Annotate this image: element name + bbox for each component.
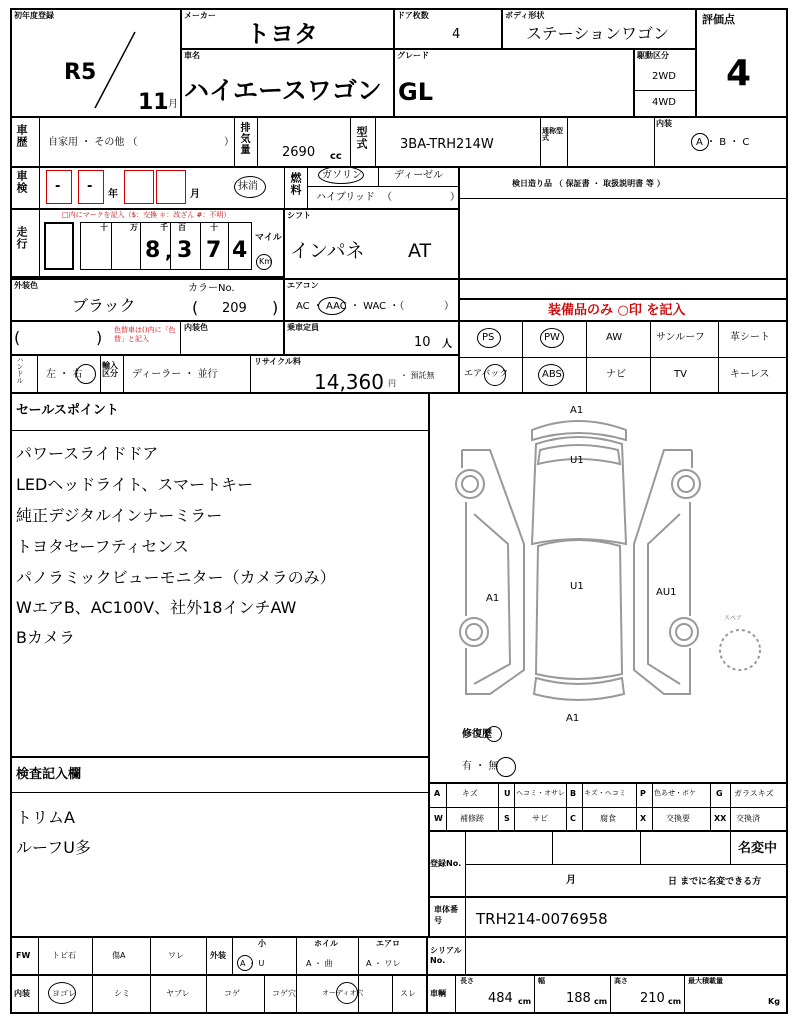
history-usage-close: ） xyxy=(224,137,234,148)
import-value: ディーラー ・ 並行 xyxy=(132,369,218,380)
int-color-close: ) xyxy=(96,328,103,347)
legend-code-s: S xyxy=(504,814,510,823)
doors-value: 4 xyxy=(452,27,461,42)
repair-value: 有 ・ 無 xyxy=(462,761,499,772)
inspection-label: 車検 xyxy=(15,170,28,194)
legend-code-u: U xyxy=(504,789,511,798)
legend-vline-2 xyxy=(498,782,499,832)
small-circle-mark xyxy=(237,955,253,971)
legend-desc-b: キズ・ヘコミ xyxy=(584,789,626,797)
capacity-unit: 人 xyxy=(442,339,452,350)
capacity-label: 乗車定員 xyxy=(287,323,319,332)
first-reg-month: 11 xyxy=(138,90,169,115)
legend-cells-1 xyxy=(428,782,788,807)
inspection-month-unit: 月 xyxy=(190,189,200,200)
sales-title: セールスポイント xyxy=(16,403,119,418)
int-color-open: ( xyxy=(14,328,21,347)
legend-vline-4 xyxy=(566,782,567,832)
fuel-gasoline: ガソリン xyxy=(322,170,362,181)
sales-point-0: パワースライドドア xyxy=(16,444,159,463)
int-vline-a xyxy=(264,974,265,1014)
docs-label: 検日造り品 （ 保証書 ・ 取扱説明書 等 ） xyxy=(512,179,665,188)
equip-pw-circle xyxy=(540,328,564,348)
equip-navi: ナビ xyxy=(606,369,626,380)
exterior-label: 外装色 xyxy=(14,281,38,290)
repair-label: 修復歴 xyxy=(462,729,492,740)
car-diagram xyxy=(430,394,786,782)
mileage-divider-1 xyxy=(111,222,112,270)
notes-title-divider xyxy=(10,792,430,793)
size-box xyxy=(426,974,788,1014)
mileage-divider-5 xyxy=(228,222,229,270)
load-label: 最大積載量 xyxy=(688,977,723,985)
fuel-circle-mark xyxy=(318,166,364,184)
fuel-hybrid: ハイブリッド xyxy=(316,192,375,203)
int-audio-circle xyxy=(336,982,358,1004)
equip-tv: TV xyxy=(674,369,687,380)
aircon-close: ） xyxy=(444,301,454,312)
width-value: 188 xyxy=(566,991,591,1006)
reg-vline-1 xyxy=(552,830,553,864)
legend-vline-8 xyxy=(710,782,711,832)
sales-title-divider xyxy=(10,430,430,431)
legend-code-x: X xyxy=(640,814,647,823)
legend-code-c: C xyxy=(570,814,576,823)
chassis-label: 車体番号 xyxy=(434,905,458,926)
handle-label-cell xyxy=(10,354,38,394)
legend-code-xx: XX xyxy=(714,814,727,823)
first-reg-era: R5 xyxy=(64,60,97,85)
equip-airbag-circle xyxy=(484,364,506,386)
ext-label: 外装 xyxy=(210,951,226,960)
color-change-note: 色替車は()内に「色替」と記入 xyxy=(114,326,176,344)
legend-desc-x: 交換要 xyxy=(666,814,690,823)
sales-point-4: パノラミックビューモニター（カメラのみ） xyxy=(16,568,336,587)
mileage-divider-4 xyxy=(200,222,201,270)
legend-desc-xx: 交換済 xyxy=(736,814,760,823)
int-item-3: コゲ xyxy=(224,989,240,998)
legend-code-a: A xyxy=(434,789,441,798)
sales-point-1: LEDヘッドライト、スマートキー xyxy=(16,475,254,494)
name-change: 名変中 xyxy=(738,841,778,856)
fuel-other: （ xyxy=(382,192,392,203)
legend-code-w: W xyxy=(434,814,443,823)
mileage-unit-km: Km xyxy=(259,257,273,266)
mileage-unit-4: 十 xyxy=(210,223,218,232)
int-item-6: スレ xyxy=(400,989,416,998)
equip-pw: PW xyxy=(544,332,560,343)
int-label: 内装 xyxy=(14,989,30,998)
legend-vline-6 xyxy=(636,782,637,832)
inspection-box-4 xyxy=(156,170,186,204)
wheel-label: ホイル xyxy=(314,939,338,948)
handle-label: ハンドル xyxy=(16,356,24,384)
mileage-unit-0: 十 xyxy=(100,223,108,232)
reg-no-label: 登録No. xyxy=(430,859,462,868)
sales-point-6: Bカメラ xyxy=(16,628,75,647)
interior-grades: A ・ B ・ C xyxy=(696,137,750,148)
int-dirt-circle xyxy=(48,982,76,1004)
doors-label: ドア枚数 xyxy=(397,11,429,20)
aircon-label: エアコン xyxy=(287,281,319,290)
spare-label: スペア xyxy=(724,615,743,622)
mileage-unit-mile: マイル xyxy=(255,233,282,243)
equip-title: 装備品のみ ○印 を記入 xyxy=(548,303,686,318)
equip-aw: AW xyxy=(606,332,623,343)
width-unit: cm xyxy=(594,997,608,1006)
mark-rear-a1: A1 xyxy=(566,713,580,724)
aero-opts: A ・ ワレ xyxy=(366,959,401,968)
legend-desc-g: ガラスキズ xyxy=(734,789,774,798)
legend-desc-c: 腐食 xyxy=(600,814,616,823)
mark-hood-u1: U1 xyxy=(570,455,584,466)
recycle-divider xyxy=(250,354,251,394)
fw-label: FW xyxy=(16,951,31,960)
mark-left-a1: A1 xyxy=(486,593,500,604)
drive-label: 駆動区分 xyxy=(637,51,669,60)
equip-abs: ABS xyxy=(542,369,562,380)
equip-abs-circle xyxy=(538,364,564,386)
history-usage: 自家用 ・ その他 （ xyxy=(48,137,138,148)
handle-circle-mark xyxy=(76,364,96,384)
interior-circle-mark xyxy=(691,133,709,151)
width-label: 幅 xyxy=(538,977,545,985)
fuel-label: 燃料 xyxy=(289,172,302,196)
legend-desc-a: キズ xyxy=(462,789,478,798)
fw-item-1: 傷A xyxy=(112,951,126,960)
int-vline-b xyxy=(392,974,393,1014)
model-value: 3BA-TRH214W xyxy=(400,137,494,152)
recycle-unit: 円 xyxy=(388,379,396,388)
legend-code-g: G xyxy=(716,789,723,798)
interior-label: 内装 xyxy=(656,119,672,128)
interior-color-label: 内装色 xyxy=(184,323,208,332)
inspection-dash-1: - xyxy=(55,179,61,194)
inspection-dash-2: - xyxy=(87,179,93,194)
legend-vline-3 xyxy=(514,782,515,832)
length-value: 484 xyxy=(488,991,513,1006)
equip-ps-circle xyxy=(477,328,501,348)
equip-ps: PS xyxy=(482,332,495,343)
displacement-label: 排気量 xyxy=(238,122,249,155)
mark-roof-u1: U1 xyxy=(570,581,584,592)
length-unit: cm xyxy=(518,997,532,1006)
score-label: 評価点 xyxy=(702,13,735,26)
equip-leather: 革シート xyxy=(730,332,770,343)
mileage-unit-3: 百 xyxy=(178,223,186,232)
reg-vline-2 xyxy=(640,830,641,864)
fuel-vline xyxy=(378,166,379,186)
height-value: 210 xyxy=(640,991,665,1006)
grade-value: GL xyxy=(398,78,433,106)
size-vline-1 xyxy=(534,974,535,1014)
drive-2wd: 2WD xyxy=(652,71,676,82)
inspection-box-3 xyxy=(124,170,154,204)
small-label: 小 xyxy=(258,939,266,948)
sales-point-2: 純正デジタルインナーミラー xyxy=(16,506,223,525)
carname-label: 車名 xyxy=(184,51,200,60)
legend-desc-p: 色あせ・ボケ xyxy=(654,789,696,797)
recycle-note: ・ 預託無 xyxy=(400,371,435,380)
note-0: トリムA xyxy=(16,808,75,827)
equip-airbag: エアバック xyxy=(464,369,509,379)
legend-desc-s: サビ xyxy=(532,814,548,823)
color-no-label: カラーNo. xyxy=(188,283,235,294)
length-label: 長さ xyxy=(460,977,474,985)
exterior-value: ブラック xyxy=(72,296,136,315)
drive-divider xyxy=(633,90,697,91)
reg-vline-3 xyxy=(730,830,731,864)
int-item-5: オーディオ穴 xyxy=(322,989,364,997)
fuel-hline xyxy=(308,186,458,187)
fw-item-2: ワレ xyxy=(168,951,184,960)
legend-code-b: B xyxy=(570,789,577,798)
recycle-label: リサイクル料 xyxy=(254,357,301,366)
mileage-unit-2: 千 xyxy=(160,223,168,232)
km-circle-mark xyxy=(256,254,272,270)
color-no-open: ( xyxy=(192,298,199,317)
mileage-unit-1: 万 xyxy=(130,223,138,232)
mileage-digit-1: 3 xyxy=(177,238,193,263)
mileage-digit-3: 4 xyxy=(232,238,248,263)
color-no-close: ) xyxy=(272,298,279,317)
legend-vline-5 xyxy=(582,782,583,832)
notes-title: 検査記入欄 xyxy=(16,767,82,782)
mileage-divider-2 xyxy=(140,222,141,270)
size-vline-2 xyxy=(610,974,611,1014)
equip-hline xyxy=(458,357,788,358)
equip-vline-1 xyxy=(522,320,523,394)
slash-line xyxy=(90,30,140,110)
history-label: 車歴 xyxy=(15,124,28,148)
aero-label: エアロ xyxy=(376,939,400,948)
height-label: 高さ xyxy=(614,977,628,985)
first-reg-month-unit: 月 xyxy=(168,99,178,110)
equip-sunroof: サンルーフ xyxy=(656,332,705,343)
carname-value: ハイエースワゴン xyxy=(184,76,382,105)
body-label: ボディ形状 xyxy=(505,11,545,20)
mileage-digit-2: 7 xyxy=(206,238,222,263)
inspection-year-unit: 年 xyxy=(108,189,118,200)
docs-divider xyxy=(458,198,788,199)
legend-code-p: P xyxy=(640,789,646,798)
maker-value: トヨタ xyxy=(246,20,318,48)
repair-label-circle xyxy=(486,726,502,742)
legend-desc-w: 補修跡 xyxy=(460,814,484,823)
maker-label: メーカー xyxy=(184,11,216,20)
expired-circle-mark xyxy=(234,176,266,198)
shift-label: シフト xyxy=(287,211,311,220)
mileage-sep: , xyxy=(165,242,172,263)
fw-item-0: トビ石 xyxy=(52,951,76,960)
fw-vline-4 xyxy=(232,936,233,976)
import-label: 輸入区分 xyxy=(102,361,118,378)
displacement-value: 2690 xyxy=(282,145,316,160)
mileage-note: □内にマークを記入（$：交換 ＊：改ざん #：不明） xyxy=(62,211,231,219)
handle-value: 左 ・ 右 xyxy=(46,369,83,380)
grade-label: グレード xyxy=(397,51,429,60)
displacement-unit: cc xyxy=(330,151,342,162)
equip-vline-2 xyxy=(586,320,587,394)
legend-vline-9 xyxy=(730,782,731,832)
size-vline-3 xyxy=(684,974,685,1014)
shift-type: AT xyxy=(408,240,432,262)
mileage-box-10man xyxy=(44,222,74,270)
repair-circle-mark xyxy=(496,757,516,777)
drive-4wd: 4WD xyxy=(652,97,676,108)
equip-vline-3 xyxy=(650,320,651,394)
fuel-other-close: ） xyxy=(450,192,460,203)
score-value: 4 xyxy=(726,53,752,94)
body-value: ステーションワゴン xyxy=(526,24,670,43)
wheel-opts: A ・ 曲 xyxy=(306,959,333,968)
legend-cells-2 xyxy=(428,807,788,832)
equip-keyless: キーレス xyxy=(730,369,770,380)
common-label-cell xyxy=(540,116,568,168)
mark-front-a1: A1 xyxy=(570,405,584,416)
serial-label: シリアルNo. xyxy=(430,946,462,966)
reg-month-unit: 月 xyxy=(566,875,576,886)
model-label: 型式 xyxy=(355,126,368,150)
int-item-2: ヤブレ xyxy=(166,989,190,998)
int-color-divider xyxy=(180,320,181,356)
common-label: 通称型式 xyxy=(542,127,563,142)
reg-hline xyxy=(466,864,788,865)
sales-point-3: トヨタセーフティセンス xyxy=(16,537,189,556)
mileage-label: 走行 xyxy=(15,226,28,250)
shift-position: インパネ xyxy=(290,240,365,262)
int-item-0: ヨゴレ xyxy=(52,989,76,998)
sales-point-5: WエアB、AC100V、社外18インチAW xyxy=(16,598,297,617)
height-unit: cm xyxy=(668,997,682,1006)
chassis-value: TRH214-0076958 xyxy=(476,910,608,928)
mark-right-au1: AU1 xyxy=(656,587,677,598)
int-item-1: シミ xyxy=(114,989,130,998)
recycle-value: 14,360 xyxy=(314,370,384,394)
equip-vline-4 xyxy=(718,320,719,394)
note-1: ルーフU多 xyxy=(16,838,91,857)
inspection-expired: 抹消 xyxy=(238,181,258,192)
size-label: 車輌 xyxy=(430,989,446,998)
aircon-options: AC ・ AAC ・ WAC ・（ xyxy=(296,301,405,312)
reg-day-note: 日 までに名変できる方 xyxy=(668,877,762,887)
capacity-value: 10 xyxy=(414,335,431,350)
legend-vline-7 xyxy=(652,782,653,832)
first-reg-label: 初年度登録 xyxy=(14,11,54,20)
legend-vline-1 xyxy=(446,782,447,832)
int-item-4: コゲ穴 xyxy=(272,989,296,998)
legend-desc-u: ヘコミ・オサレ xyxy=(516,789,565,797)
load-unit: Kg xyxy=(768,997,780,1006)
color-no-value: 209 xyxy=(222,301,247,316)
aircon-circle-mark xyxy=(318,297,346,315)
mileage-digit-0: 8 xyxy=(145,238,161,263)
small-opts: A ・ U xyxy=(240,959,265,968)
fuel-diesel: ディーゼル xyxy=(394,170,443,181)
serial-box xyxy=(426,936,788,976)
